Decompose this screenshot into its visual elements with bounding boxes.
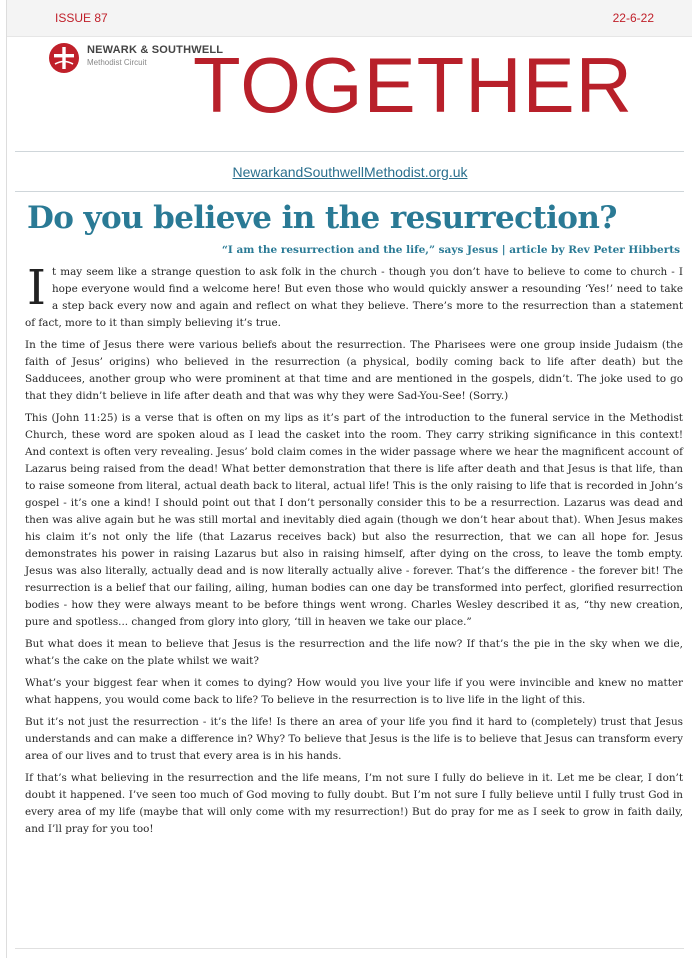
methodist-logo-icon <box>48 42 80 74</box>
newsletter-page <box>6 0 692 958</box>
article-paragraph: This (John 11:25) is a verse that is often on my lips as it’s part of the introduction to the funeral service in the Methodist Church, these word are spoken aloud as I lead the casket into the room. They carry striking significance in this context! And context is often very revealing. Jesus’ bold claim comes in the wider passage where we hear the magnificent account of Lazarus being raised from the dead! What better demonstration that there is life after death and that Jesus is that life, than to raise someone from literal, actual death back to literal, actual life! This is the only raising to life that is recorded in John’s gospel - it’s one a kind! I should point out that I don’t personally consider this to be a resurrection. Lazarus was dead and then was alive again but he was still mortal and inevitably died again (though we don’t hear about that). When Jesus makes his claim it’s not only the life (that Lazarus receives back) but also the resurrection, that we can all hope for. Jesus demonstrates his power in raising Lazarus but also in raising himself, after dying on the cross, to leave the tomb empty. Jesus was also literally, actually dead and is now literally actually alive - forever. That’s the difference - the forever bit! The resurrection is a belief that our failing, ailing, human bodies can one day be transformed into perfect, glorified resurrection bodies - how they were always meant to be before things went wrong. Charles Wesley described it as, “thy new creation, pure and spotless... changed from glory into glory, ‘till in heaven we take our place.” <box>25 412 683 628</box>
article-body <box>25 260 683 843</box>
article-headline: Do you believe in the resurrection? <box>27 200 617 236</box>
masthead-title: TOGETHER <box>193 41 633 129</box>
website-link[interactable]: NewarkandSouthwellMethodist.org.uk <box>232 164 468 180</box>
divider <box>15 151 684 152</box>
issue-number: ISSUE 87 <box>55 11 108 25</box>
issue-date: 22-6-22 <box>612 11 654 25</box>
article-paragraph: It may seem like a strange question to ask folk in the church - though you don’t have to believe to come to church - I hope everyone would find a welcome here! But even those who would quickly answer a resounding ‘Yes!’ need to take a step back every now and again and reflect on what they believe. There’s more to the resurrection than a statement of fact, more to it than simply believing it’s true. <box>25 260 683 329</box>
article-byline: “I am the resurrection and the life,” says Jesus | article by Rev Peter Hibberts <box>221 244 680 256</box>
circuit-subtitle: Methodist Circuit <box>87 58 147 67</box>
circuit-name: NEWARK & SOUTHWELL <box>87 44 224 56</box>
divider <box>15 191 684 192</box>
issue-bar <box>7 0 692 37</box>
article-paragraph: But what does it mean to believe that Jesus is the resurrection and the life now? If that’s the pie in the sky when we die, what’s the cake on the plate whilst we wait? <box>25 638 683 667</box>
article-paragraph: In the time of Jesus there were various beliefs about the resurrection. The Pharisees were one group inside Judaism (the faith of Jesus’ origins) who believed in the resurrection (a physical, bodily coming back to life after death) but the Sadducees, another group who were prominent at that time and are mentioned in the gospels, didn’t. The joke used to go that they didn’t believe in life after death and that was why they were Sad-You-See! (Sorry.) <box>25 339 683 402</box>
article-paragraph: What’s your biggest fear when it comes to dying? How would you live your life if you were invincible and knew no matter what happens, you would come back to life? To believe in the resurrection is to live life in the light of this. <box>25 677 683 706</box>
drop-cap: I <box>27 260 46 316</box>
article-paragraph: But it’s not just the resurrection - it’s the life! Is there an area of your life you find it hard to (completely) trust that Jesus understands and can make a difference in? Why? To believe that Jesus is the life is to believe that Jesus can transform every area of our lives and to trust that every area is in his hands. <box>25 716 683 762</box>
article-paragraph: If that’s what believing in the resurrection and the life means, I’m not sure I fully do believe in it. Let me be clear, I don’t doubt it happened. I’ve seen too much of God moving to fully doubt. But I’m not sure I fully believe until I fully trust God in every area of my life (maybe that will only come with my resurrection!) But do pray for me as I seek to grow in faith daily, and I’ll pray for you too! <box>25 772 683 835</box>
footer-divider <box>15 948 684 949</box>
